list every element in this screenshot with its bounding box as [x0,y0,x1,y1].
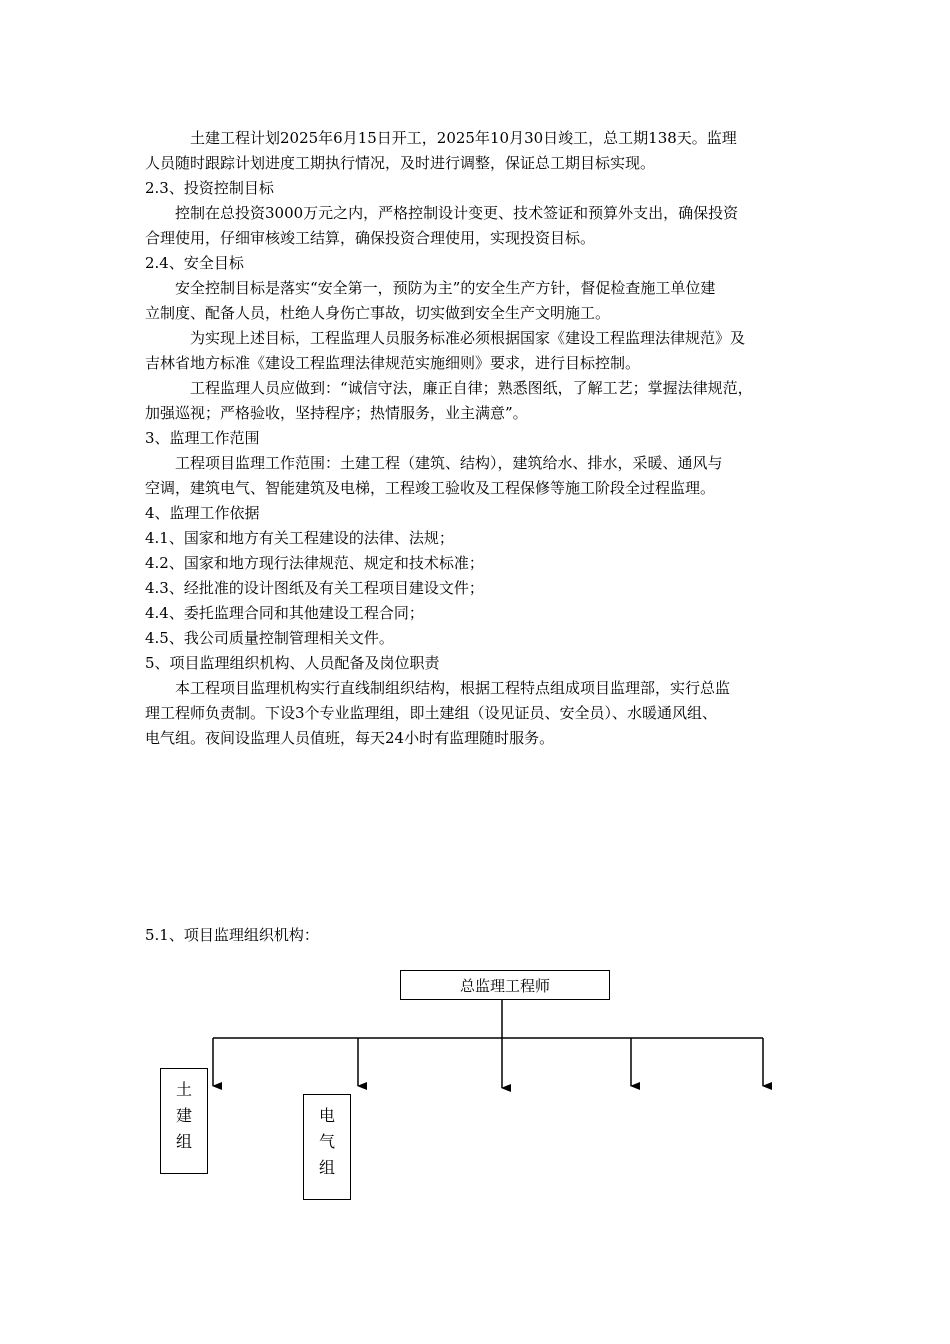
text-line: 立制度、配备人员，杜绝人身伤亡事故，切实做到安全生产文明施工。 [145,304,611,322]
text-line: 空调，建筑电气、智能建筑及电梯，工程竣工验收及工程保修等施工阶段全过程监理。 [145,479,716,497]
civil-char-3: 组 [175,1132,192,1151]
civil-group-box [160,1068,208,1174]
text-line: 安全控制目标是落实“安全第一，预防为主”的安全生产方针，督促检查施工单位建 [145,279,716,297]
text-line: 4.5、我公司质量控制管理相关文件。 [145,629,394,647]
text-line: 加强巡视；严格验收，坚持程序；热情服务，业主满意”。 [145,404,528,422]
civil-char-1: 土 [175,1080,192,1099]
text-line: 3、监理工作范围 [145,429,260,447]
text-line: 2.4、安全目标 [145,254,244,272]
text-line: 土建工程计划2025年6月15日开工，2025年10月30日竣工，总工期138天。监理 [145,129,737,147]
electrical-group-box [303,1094,351,1200]
section-5-1-heading: 5.1、项目监理组织机构： [145,926,319,944]
text-line: 4.1、国家和地方有关工程建设的法律、法规； [145,529,454,547]
text-line: 本工程项目监理机构实行直线制组织结构，根据工程特点组成项目监理部，实行总监 [145,679,731,697]
text-line: 4、监理工作依据 [145,504,260,522]
electrical-char-3: 组 [318,1158,335,1177]
text-line: 电气组。夜间设监理人员值班，每天24小时有监理随时服务。 [145,729,555,747]
text-line: 4.3、经批准的设计图纸及有关工程项目建设文件； [145,579,484,597]
text-line: 合理使用，仔细审核竣工结算，确保投资合理使用，实现投资目标。 [145,229,596,247]
civil-char-2: 建 [175,1106,192,1125]
chief-engineer-box: 总监理工程师 [400,970,610,1000]
text-line: 人员随时跟踪计划进度工期执行情况，及时进行调整，保证总工期目标实现。 [145,154,656,172]
text-line: 吉林省地方标准《建设工程监理法律规范实施细则》要求，进行目标控制。 [145,354,641,372]
text-line: 为实现上述目标，工程监理人员服务标准必须根据国家《建设工程监理法律规范》及 [145,329,746,347]
text-line: 4.4、委托监理合同和其他建设工程合同； [145,604,424,622]
text-line: 工程监理人员应做到：“诚信守法，廉正自律；熟悉图纸，了解工艺；掌握法律规范， [145,379,753,397]
text-line: 2.3、投资控制目标 [145,179,274,197]
electrical-char-1: 电 [318,1106,335,1125]
text-line: 控制在总投资3000万元之内，严格控制设计变更、技术签证和预算外支出，确保投资 [145,204,739,222]
text-line: 4.2、国家和地方现行法律规范、规定和技术标准； [145,554,484,572]
text-line: 5、项目监理组织机构、人员配备及岗位职责 [145,654,440,672]
electrical-char-2: 气 [318,1132,335,1151]
text-line: 理工程师负责制。下设3个专业监理组，即土建组（设见证员、安全员）、水暖通风组、 [145,704,718,722]
text-line: 工程项目监理工作范围：土建工程（建筑、结构），建筑给水、排水，采暖、通风与 [145,454,723,472]
